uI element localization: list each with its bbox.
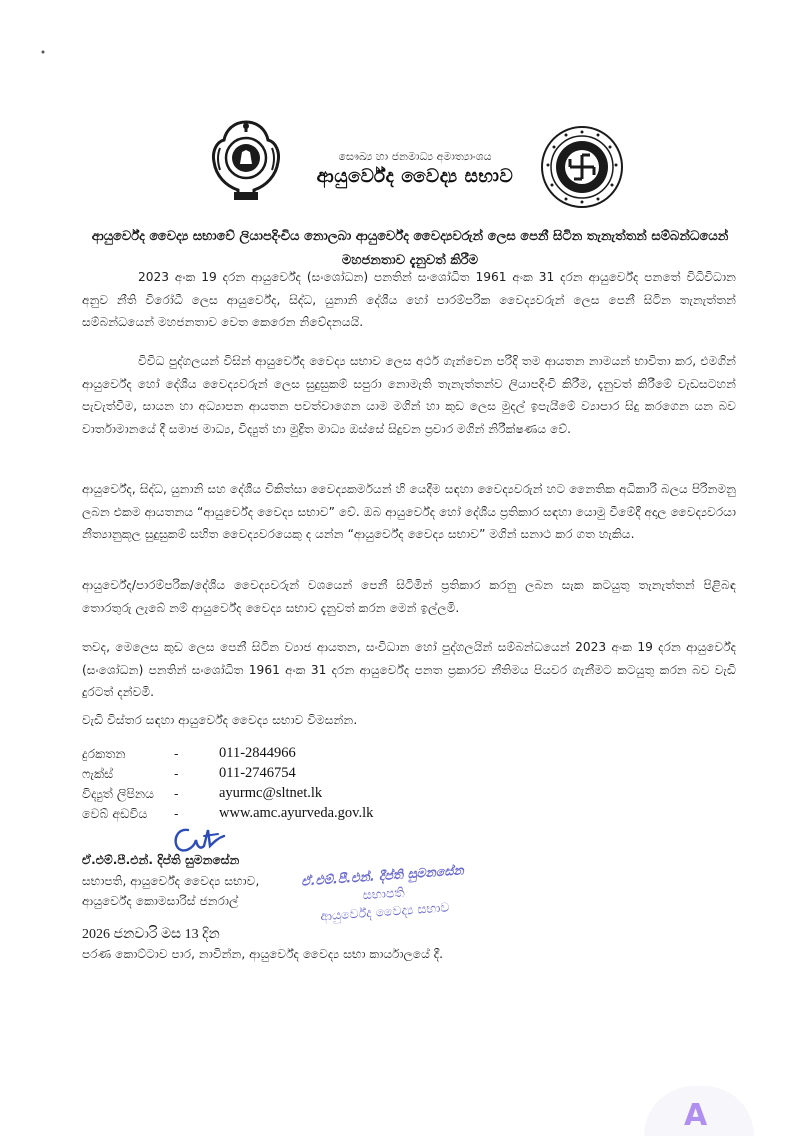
paragraph-2-text: විවිධ පුද්ගලයන් විසින් ආයුර්වේද වෛද්‍ය සභාව ලෙස අර්ථ ගැන්වෙන පරිදි තම ආයතන නාමයන් භාවිතා කර, එමගින් ආයුර්වේද හෝ දේශීය වෛද්‍යවරුන් ලෙස සුදුසුකම් සපුරා නොමැති තැනැත්තන්ව ලියාපදිංචි කිරීම, දැනුවත් කිරීමේ වැඩසටහන් පැවැත්වීම, සායන හා අධ්‍යාපන ආයතන පවත්වාගෙන යාම මගින් හා කුඩ ලෙස මුදල් ඉපැයීමේ ව්‍යාපාර සිදු කරගෙන යන බව වාර්තාමානයේ දී සමාජ මාධ්‍ය, විද්‍යුත් හා මුද්‍රිත මාධ්‍ය ඔස්සේ සිදුවන ප්‍රචාර මගින් නිරීක්ෂණය වේ. — [82, 354, 736, 436]
ayurveda-council-seal-icon — [540, 125, 624, 209]
contact-row-email — [82, 786, 582, 806]
date-place-block — [82, 925, 642, 964]
stamp-title: සභාපති — [362, 884, 406, 903]
contact-row-website — [82, 806, 582, 826]
contact-label: දුරකතන — [82, 746, 126, 761]
contact-list — [82, 746, 582, 826]
paragraph-4: ආයුර්වේද/පාරම්පරික/දේශීය වෛද්‍යවරුන් වශයෙන් පෙනී සිටිමින් ප්‍රතිකාර කරනු ලබන සැක කටයුතු තැනැත්තන් පිළිබඳ තොරතුරු ලැබේ නම් ආයුර්වේද වෛද්‍ය සභාව දැනුවත් කරන මෙන් ඉල්ලමි. — [82, 578, 736, 615]
overlay-letter-icon: A — [684, 1098, 708, 1133]
stamp-name: ඒ.එම්.පී.එන්. දීප්ති සුමනසේන — [300, 862, 465, 889]
paragraph-2 — [82, 350, 736, 440]
ministry-name: සෞඛ්‍ය හා ජනමාධ්‍ය අමාත්‍යාංශය — [338, 150, 492, 163]
paragraph-5: තවද, මෙලෙස කුඩ ලෙස පෙනී සිටින ව්‍යාජ ආයතන, සංවිධාන හෝ පුද්ගලයින් සම්බන්ධයෙන් 2023 අංක 19 දරන ආයුර්වේද (සංශෝධන) පනතින් සංශෝධිත 1961 අංක 31 දරන ආයුර්වේද පනත ප්‍රකාරව නීතිමය පියවර ගැනීමට කටයුතු කරන බව වැඩි දුරටත් දන්වමි. — [82, 640, 736, 700]
website-url: www.amc.ayurveda.gov.lk — [219, 805, 374, 821]
contact-separator: - — [174, 806, 179, 821]
email-address: ayurmc@sltnet.lk — [219, 785, 323, 801]
paragraph-1-text: 2023 අංක 19 දරන ආයුර්වේද (සංශෝධන) පනතින් සංශෝධිත 1961 අංක 31 දරන ආයුර්වේද පනතේ විධිවිධාන අනුව නීති විරෝධී ලෙස ආයුර්වේද, සිද්ධ, යුනානි දේශීය හෝ පාරම්පරික වෛද්‍යවරුන් ලෙස පෙනී සිටින තැනැත්තන් සම්බන්ධයෙන් මහජනතාව වෙත කෙරෙන නිවේදනයයි. — [82, 270, 736, 330]
issue-date: 2026 ජනවාරි මස 13 දින — [82, 927, 220, 942]
signatory-name: ඒ.එම්.පී.එන්. දිප්ති සුමනසේන — [82, 853, 240, 867]
fax-number: 011-2746754 — [219, 765, 296, 781]
paragraph-3: ආයුර්වේද, සිද්ධ, යුනානි සහ දේශීය චිකිත්සා වෛද්‍යකර්මයන් හි යෙදීම සඳහා වෛද්‍යවරුන් හට නෛතික අධිකාරි බලය පිරිනමනු ලබන එකම ආයතනය “ආයුර්වේද වෛද්‍ය සභාව” වේ. ඔබ ආයුර්වේද හෝ දේශීය ප්‍රතිකාර සඳහා යොමු වීමේදී අදාල වෛද්‍යවරයා නීත්‍යානුකූල සුදුසුකම් සහිත වෛද්‍යවරයෙකු ද යන්න “ආයුර්වේද වෛද්‍ය සභාව” මගින් සනාථ කර ගත හැකිය. — [82, 482, 736, 542]
signatory-title: ආයුර්වේද කොමසාරිස් ජනරාල් — [82, 894, 239, 909]
stamp-organization: ආයුර්වේද වෛද්‍ය සභාව — [319, 899, 450, 924]
council-name: ආයුර්වේද වෛද්‍ය සභාව — [316, 166, 514, 187]
notice-title: ආයුර්වේද වෛද්‍ය සභාවේ ලියාපදිංචිය නොලබා ආයුර්වේද වෛද්‍යවරුන් ලෙස පෙනී සිටින තැනැත්තන් සම්බන්ධයෙන් මහජනතාව දැනුවත් කිරීම — [91, 229, 729, 268]
contact-label: විද්‍යුත් ලිපිනය — [82, 786, 155, 801]
contact-label: වෙබ් අඩවිය — [82, 806, 148, 821]
sri-lanka-emblem-icon — [206, 118, 286, 204]
issue-place: පරණ කොට්ටාව පාර, නාවින්න, ආයුර්වේද වෛද්‍ය සභා කාර්යාලයේ දී. — [82, 946, 443, 961]
contact-separator: - — [174, 786, 179, 801]
scan-mark — [40, 40, 46, 46]
contact-row-fax — [82, 766, 582, 786]
paragraph-6: වැඩි විස්තර සඳහා ආයුර්වේද වෛද්‍ය සභාව විමසන්න. — [82, 713, 358, 727]
phone-number: 011-2844966 — [219, 745, 296, 761]
contact-separator: - — [174, 766, 179, 781]
paragraph-1 — [82, 266, 736, 334]
contact-row-phone — [82, 746, 582, 766]
contact-separator: - — [174, 746, 179, 761]
signatory-role: සභාපති, ආයුර්වේද වෛද්‍ය සභාව, — [82, 873, 260, 888]
contact-label: ෆැක්ස් — [82, 766, 114, 781]
